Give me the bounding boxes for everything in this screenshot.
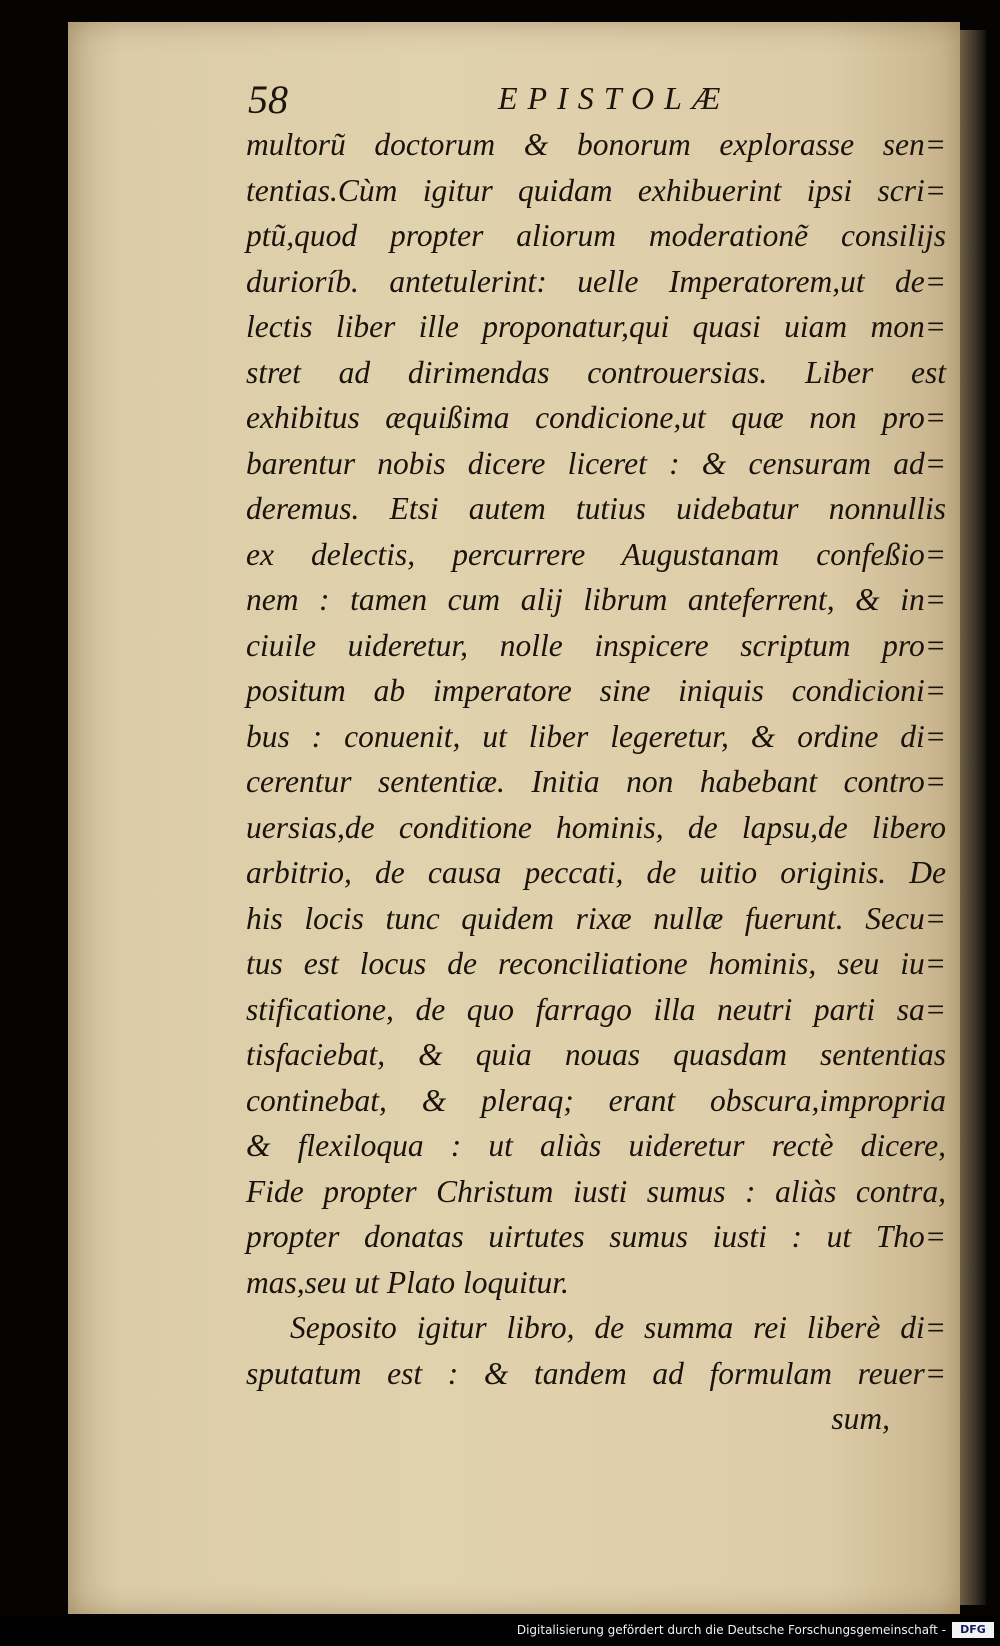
text-line: & flexiloqua : ut aliàs uideretur rectè dicere, xyxy=(246,1128,946,1163)
text-line: propter donatas uirtutes sumus iusti : ut Tho= xyxy=(246,1219,946,1254)
text-line: Fide propter Christum iusti sumus : aliàs contra, xyxy=(246,1173,946,1209)
text-line: cerentur sententiæ. Initia non habebant contro= xyxy=(246,764,946,799)
text-line: durioríb. antetulerint: uelle Imperatorem,ut de= xyxy=(246,263,946,299)
text-line: continebat, & pleraq; erant obscura,impropria xyxy=(246,1082,946,1118)
text-line: ptũ,quod propter aliorum moderationẽ consilijs xyxy=(246,218,946,253)
text-line: arbitrio, de causa peccati, de uitio originis. De xyxy=(246,855,946,890)
text-line: ciuile uideretur, nolle inspicere scriptum pro= xyxy=(246,627,946,663)
text-line: stificatione, de quo farrago illa neutri parti sa= xyxy=(246,991,946,1027)
text-line: stret ad dirimendas controuersias. Liber est xyxy=(246,354,946,390)
text-line: nem : tamen cum alij librum anteferrent, & in= xyxy=(246,582,946,617)
page-edge-shadow xyxy=(960,30,986,1605)
digitization-footer xyxy=(0,1616,1000,1646)
page-number: 58 xyxy=(248,77,288,122)
text-line: barentur nobis dicere liceret : & censuram ad= xyxy=(246,445,946,481)
text-line: tus est locus de reconciliatione hominis, seu iu= xyxy=(246,946,946,981)
text-line: lectis liber ille proponatur,qui quasi uiam mon= xyxy=(246,309,946,344)
running-head: EPISTOLÆ xyxy=(498,80,731,116)
text-line: uersias,de conditione hominis, de lapsu,de libero xyxy=(246,809,946,845)
text-line: mas,seu ut Plato loquitur. xyxy=(246,1264,569,1300)
dfg-logo: DFG xyxy=(952,1622,994,1638)
text-line: bus : conuenit, ut liber legeretur, & ordine di= xyxy=(246,718,946,754)
text-line: positum ab imperatore sine iniquis condicioni= xyxy=(246,673,946,708)
text-line: tisfaciebat, & quia nouas quasdam sententias xyxy=(246,1037,946,1072)
page-header xyxy=(248,76,938,128)
body-text xyxy=(246,122,946,1442)
text-line: ex delectis, percurrere Augustanam confeßio= xyxy=(246,536,946,572)
text-line: Seposito igitur libro, de summa rei liberè di= xyxy=(290,1310,946,1345)
text-line: exhibitus æquißima condicione,ut quæ non pro= xyxy=(246,400,946,435)
text-line: his locis tunc quidem rixæ nullæ fuerunt. Secu= xyxy=(246,900,946,936)
funding-credit: Digitalisierung gefördert durch die Deutsche Forschungsgemeinschaft - xyxy=(516,1623,946,1637)
text-line: tentias.Cùm igitur quidam exhibuerint ipsi scri= xyxy=(246,172,946,208)
text-line: deremus. Etsi autem tutius uidebatur nonnullis xyxy=(246,491,946,526)
catchword: sum, xyxy=(831,1401,890,1436)
text-line: multorũ doctorum & bonorum explorasse sen= xyxy=(246,127,946,162)
text-line: sputatum est : & tandem ad formulam reuer= xyxy=(246,1355,946,1391)
